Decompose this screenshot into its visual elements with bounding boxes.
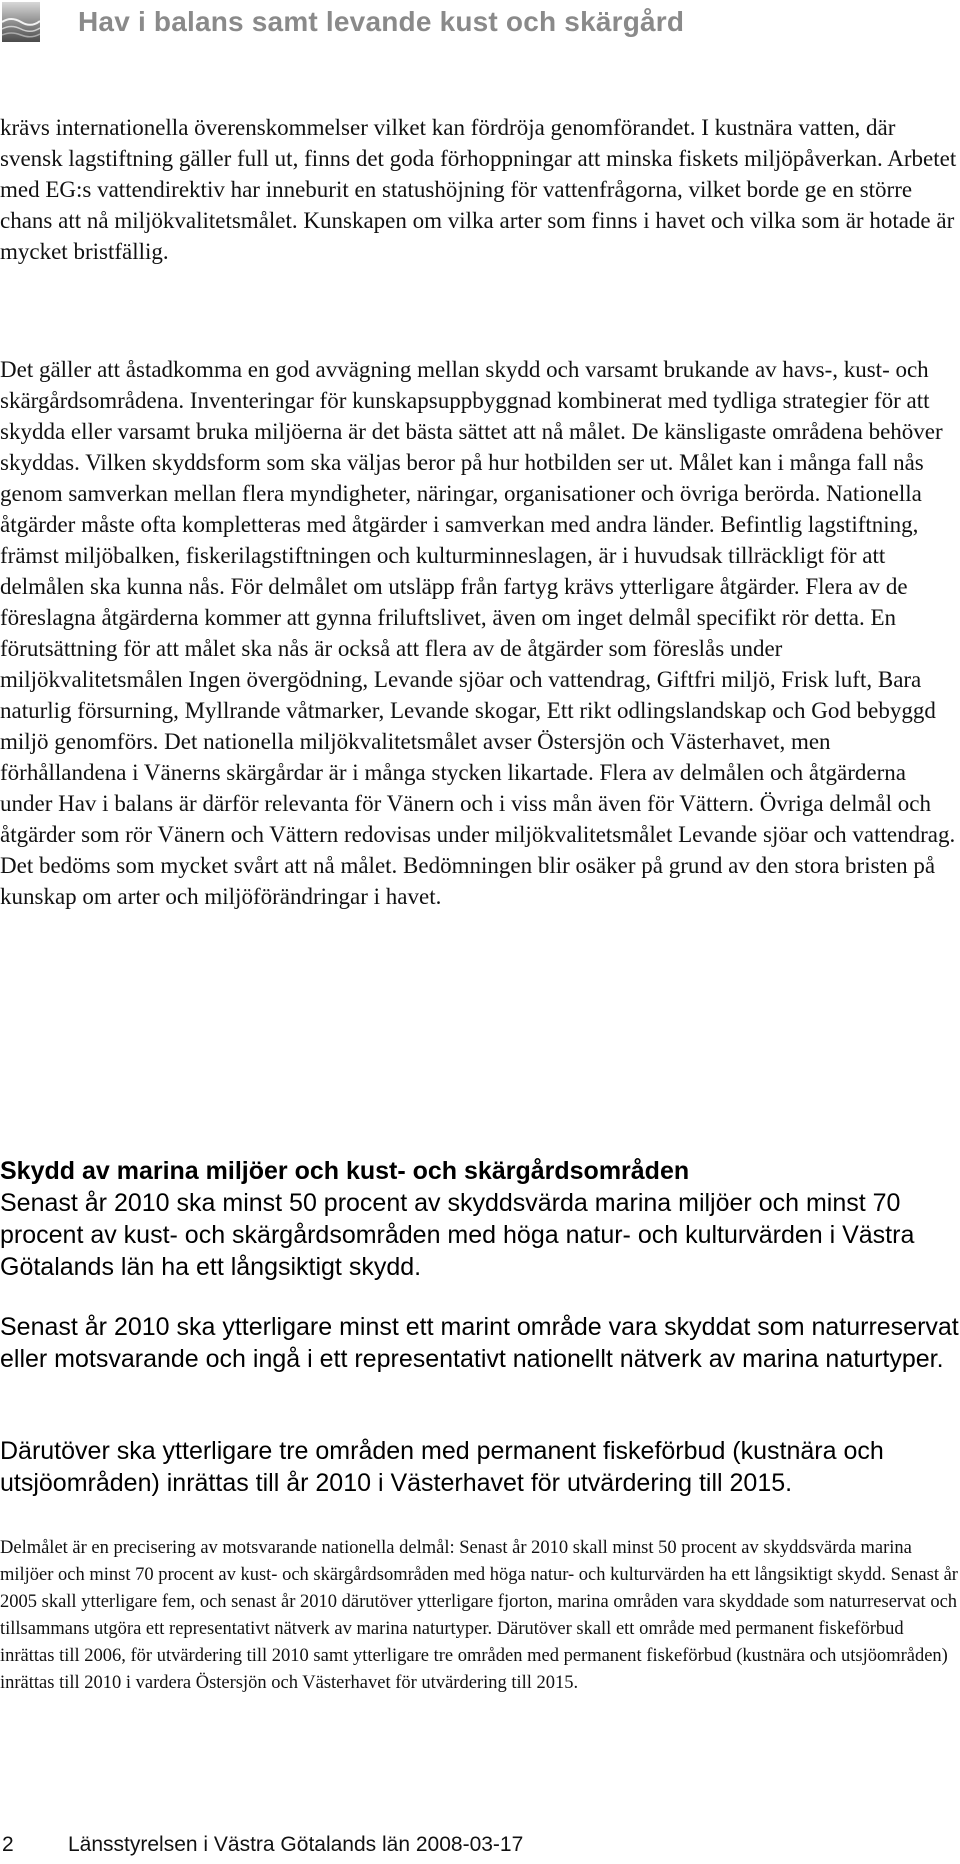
body-paragraph: krävs internationella överenskommelser vilket kan fördröja genomförandet. I kustnära vatten, där svensk lagstiftning gäller full ut, finns det goda förhoppningar att minska fiskets miljöpåverkan. Arbetet med EG:s vattendirektiv har inneburit en statushöjning för vattenfrågorna, vilket borde ge en större chans att nå miljökvalitetsmålet. Kunskapen om vilka arter som finns i havet och vilka som är hotade är mycket bristfällig. [0, 115, 957, 264]
goal-paragraph: Senast år 2010 ska ytterligare minst ett marint område vara skyddat som naturreservat eller motsvarande och ingå i ett representativt nationellt nätverk av marina naturtyper. [0, 1313, 959, 1373]
section-heading: Skydd av marina miljöer och kust- och skärgårdsområden [0, 1157, 690, 1185]
page-number: 2 [2, 1833, 14, 1856]
goal-paragraph: Därutöver ska ytterligare tre områden med permanent fiskeförbud (kustnära och utsjöområden) inrättas till år 2010 i Västerhavet för utvärdering till 2015. [0, 1437, 884, 1497]
header-title: Hav i balans samt levande kust och skärgård [78, 6, 685, 37]
goal-paragraph: Senast år 2010 ska minst 50 procent av skyddsvärda marina miljöer och minst 70 procent av kust- och skärgårdsområden med höga natur- och kulturvärden i Västra Götalands län ha ett långsiktigt skydd. [0, 1189, 915, 1281]
page-header [0, 0, 960, 50]
page-footer [2, 1833, 523, 1857]
waves-logo-icon [2, 2, 40, 42]
footer-text: Länsstyrelsen i Västra Götalands län 2008-03-17 [68, 1833, 524, 1856]
body-paragraph: Det gäller att åstadkomma en god avvägning mellan skydd och varsamt brukande av havs-, kust- och skärgårdsområdena. Inventeringar för kunskapsuppbyggnad kombinerat med tydliga strategier för att skydda eller varsamt bruka miljöerna är det bästa sättet att nå målet. De känsligaste områdena behöver skyddas. Vilken skyddsform som ska väljas beror på hur hotbilden ser ut. Målet kan i många fall nås genom samverkan mellan flera myndigheter, näringar, organisationer och övriga berörda. Nationella åtgärder måste ofta kompletteras med åtgärder i samverkan med andra länder. Befintlig lagstiftning, främst miljöbalken, fiskerilagstiftningen och kulturminneslagen, är i huvudsak tillräckligt för att delmålen ska kunna nås. För delmålet om utsläpp från fartyg krävs ytterligare åtgärder. Flera av de föreslagna åtgärderna kommer att gynna friluftslivet, även om inget delmål specifikt rör detta. En förutsättning för att målet ska nås är också att flera av de åtgärder som föreslås under miljökvalitetsmålen Ingen övergödning, Levande sjöar och vattendrag, Giftfri miljö, Frisk luft, Bara naturlig försurning, Myllrande våtmarker, Levande skogar, Ett rikt odlingslandskap och God bebyggd miljö genomförs. Det nationella miljökvalitetsmålet avser Östersjön och Västerhavet, men förhållandena i Vänerns skärgårdar är i många stycken likartade. Flera av delmålen och åtgärderna under Hav i balans är därför relevanta för Vänern och i viss mån även för Vättern. Övriga delmål och åtgärder som rör Vänern och Vättern redovisas under miljökvalitetsmålet Levande sjöar och vattendrag. Det bedöms som mycket svårt att nå målet. Bedömningen blir osäker på grund av den stora bristen på kunskap om arter och miljöförändringar i havet. [0, 357, 956, 909]
goal-note: Delmålet är en precisering av motsvarande nationella delmål: Senast år 2010 skall minst 50 procent av skyddsvärda marina miljöer och minst 70 procent av kust- och skärgårdsområden med höga natur- och kulturvärden ha ett långsiktigt skydd. Senast år 2005 skall ytterligare fem, och senast år 2010 därutöver ytterligare fjorton, marina områden vara skyddade som naturreservat och tillsammans utgöra ett representativt nätverk av marina naturtyper. Därutöver skall ett område med permanent fiskeförbud inrättas till 2006, för utvärdering till 2010 samt ytterligare tre områden med permanent fiskeförbud (kustnära och utsjöområden) inrättas till 2010 i vardera Östersjön och Västerhavet för utvärdering till 2015. [0, 1538, 958, 1693]
